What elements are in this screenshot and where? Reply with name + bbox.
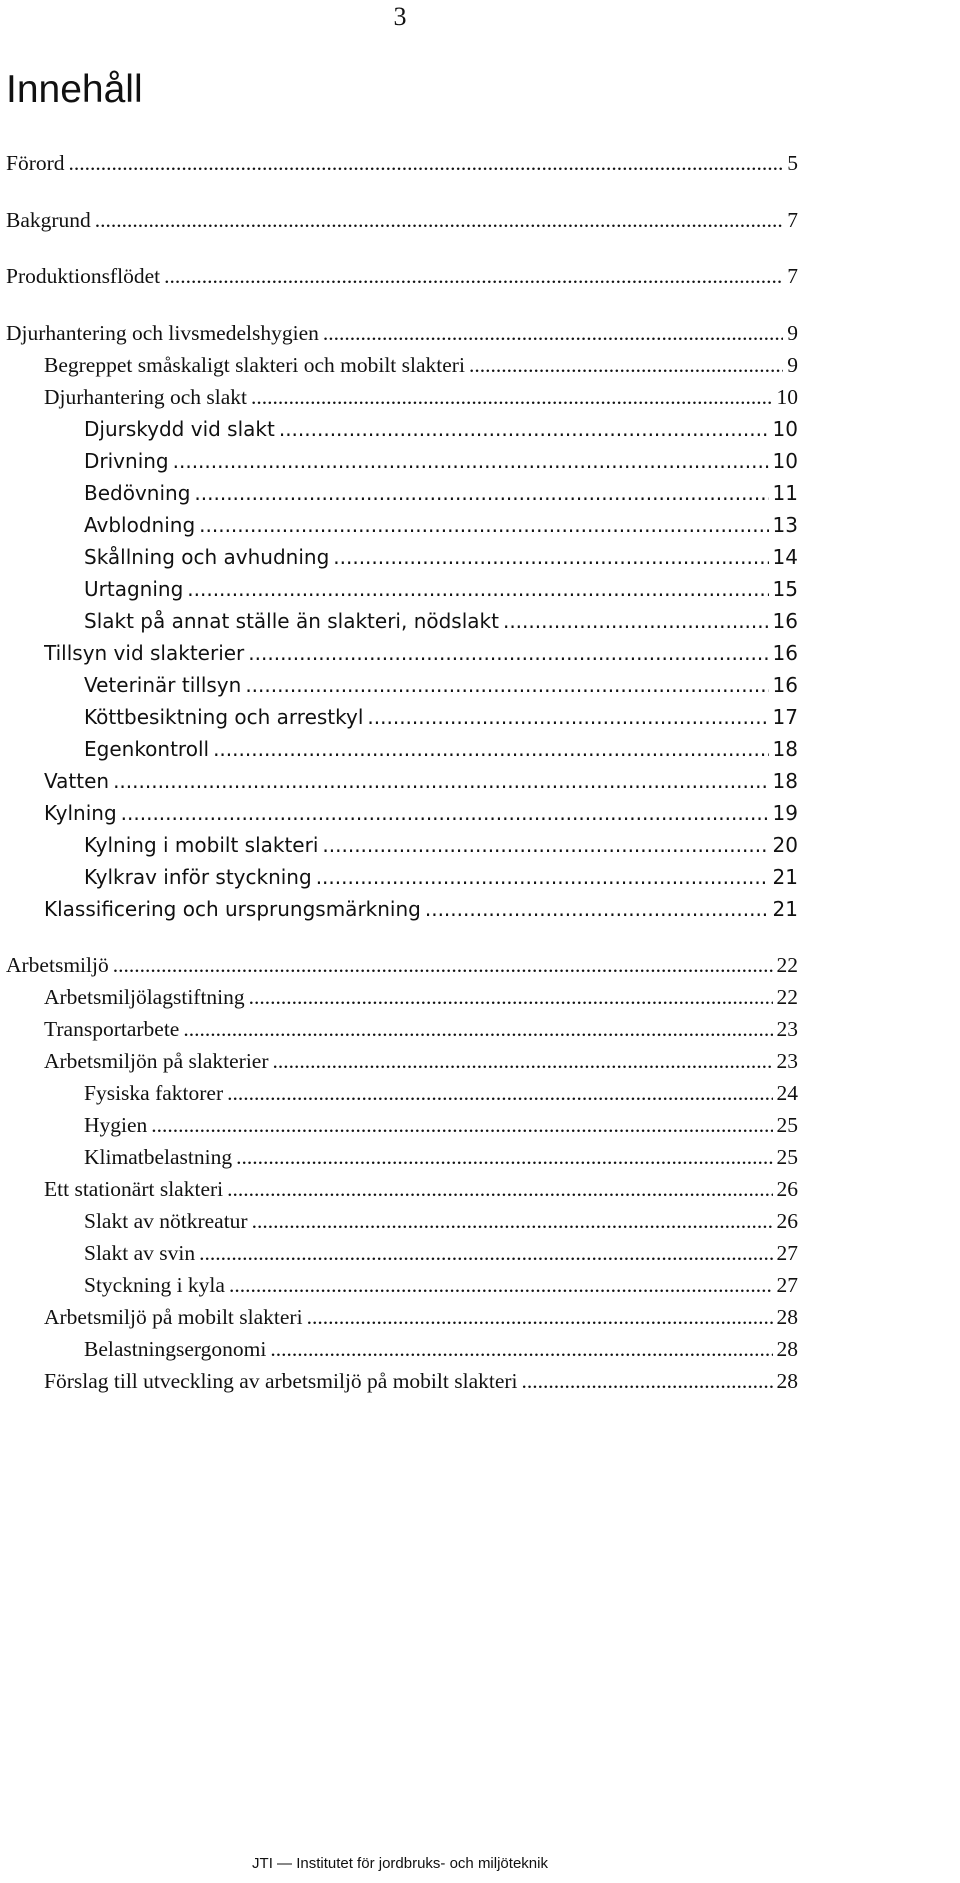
toc-entry[interactable] <box>44 982 798 1012</box>
toc-leader <box>279 414 769 444</box>
toc-entry[interactable] <box>44 766 798 796</box>
toc-leader <box>249 982 773 1012</box>
toc-entry-title: Djurhantering och slakt <box>44 385 248 409</box>
toc-entry-title: Styckning i kyla <box>84 1273 225 1297</box>
toc-entry-title: Förord <box>6 151 65 175</box>
toc-entry[interactable] <box>44 894 798 924</box>
toc-entry-page: 23 <box>776 1049 798 1073</box>
toc-entry[interactable] <box>84 606 798 636</box>
toc-leader <box>367 702 768 732</box>
toc-entry-page: 14 <box>772 545 798 569</box>
toc-leader <box>316 862 769 892</box>
toc-entry-page: 25 <box>776 1145 798 1169</box>
toc-leader <box>251 382 772 412</box>
toc-entry-page: 7 <box>787 208 798 232</box>
toc-entry[interactable] <box>44 798 798 828</box>
toc-leader <box>522 1366 773 1396</box>
toc-entry-title: Slakt av nötkreatur <box>84 1209 248 1233</box>
toc-leader <box>121 798 769 828</box>
toc-entry[interactable] <box>44 1014 798 1044</box>
toc-entry[interactable] <box>84 1206 798 1236</box>
toc-entry[interactable] <box>84 670 798 700</box>
toc-entry-title: Kylkrav inför styckning <box>84 865 312 889</box>
toc-leader <box>199 1238 772 1268</box>
toc-entry-page: 9 <box>787 321 798 345</box>
toc-entry-page: 16 <box>772 641 798 665</box>
toc-entry-page: 28 <box>776 1305 798 1329</box>
page-number: 3 <box>393 2 407 31</box>
toc-entry-title: Avblodning <box>84 513 196 537</box>
toc-entry-title: Köttbesiktning och arrestkyl <box>84 705 364 729</box>
toc-entry[interactable] <box>84 510 798 540</box>
toc-entry-title: Kylning <box>44 801 117 825</box>
toc-entry-page: 21 <box>772 897 798 921</box>
toc-leader <box>151 1110 772 1140</box>
toc-entry[interactable] <box>44 638 798 668</box>
toc-leader <box>307 1302 773 1332</box>
toc-entry-title: Produktionsflödet <box>6 264 161 288</box>
toc-entry-page: 18 <box>772 769 798 793</box>
toc-entry-page: 13 <box>772 513 798 537</box>
toc-entry[interactable] <box>84 1270 798 1300</box>
toc-entry[interactable] <box>44 350 798 380</box>
toc-entry-page: 28 <box>776 1337 798 1361</box>
toc-entry-title: Klassificering och ursprungsmärkning <box>44 897 421 921</box>
toc-entry-title: Begreppet småskaligt slakteri och mobilt slakteri <box>44 353 465 377</box>
toc-entry-page: 24 <box>776 1081 798 1105</box>
toc-entry-title: Förslag till utveckling av arbetsmiljö på mobilt slakteri <box>44 1369 518 1393</box>
toc-entry-title: Slakt av svin <box>84 1241 196 1265</box>
toc-leader <box>252 1206 773 1236</box>
toc-entry[interactable] <box>84 1110 798 1140</box>
toc-entry-title: Veterinär tillsyn <box>84 673 242 697</box>
toc-entry-page: 10 <box>772 417 798 441</box>
toc-entry[interactable] <box>84 1078 798 1108</box>
toc-entry[interactable] <box>84 830 798 860</box>
toc-entry[interactable] <box>84 574 798 604</box>
toc-leader <box>183 1014 772 1044</box>
toc-entry-title: Egenkontroll <box>84 737 210 761</box>
toc-leader <box>113 766 768 796</box>
toc-entry[interactable] <box>44 1174 798 1204</box>
toc-entry-page: 27 <box>776 1273 798 1297</box>
toc-entry-page: 19 <box>772 801 798 825</box>
toc-entry[interactable] <box>6 148 798 178</box>
toc-entry-title: Arbetsmiljö på mobilt slakteri <box>44 1305 303 1329</box>
toc-leader <box>425 894 769 924</box>
toc-leader <box>194 478 768 508</box>
toc-entry-title: Fysiska faktorer <box>84 1081 224 1105</box>
toc-entry-title: Vatten <box>44 769 110 793</box>
toc-leader <box>69 148 784 178</box>
toc-leader <box>173 446 769 476</box>
toc-entry[interactable] <box>84 1238 798 1268</box>
toc-entry-title: Bakgrund <box>6 208 91 232</box>
toc-leader <box>323 318 783 348</box>
toc-leader <box>229 1270 773 1300</box>
toc-entry-page: 26 <box>776 1177 798 1201</box>
toc-entry-page: 26 <box>776 1209 798 1233</box>
toc-entry[interactable] <box>44 1302 798 1332</box>
toc-entry[interactable] <box>6 950 798 980</box>
toc-entry[interactable] <box>6 318 798 348</box>
toc-entry-title: Urtagning <box>84 577 184 601</box>
toc-leader <box>199 510 768 540</box>
toc-entry-title: Klimatbelastning <box>84 1145 233 1169</box>
toc-entry[interactable] <box>44 1366 798 1396</box>
toc-entry[interactable] <box>44 382 798 412</box>
toc-entry[interactable] <box>84 862 798 892</box>
toc-leader <box>164 261 783 291</box>
toc-leader <box>270 1334 772 1364</box>
toc-entry[interactable] <box>84 1334 798 1364</box>
toc-entry[interactable] <box>84 446 798 476</box>
toc-entry-title: Ett stationärt slakteri <box>44 1177 224 1201</box>
page-title: Innehåll <box>6 68 143 111</box>
toc-entry-title: Tillsyn vid slakterier <box>44 641 245 665</box>
toc-leader <box>227 1078 772 1108</box>
toc-entry-page: 27 <box>776 1241 798 1265</box>
toc-entry[interactable] <box>84 478 798 508</box>
toc-entry-page: 16 <box>772 609 798 633</box>
toc-entry-page: 22 <box>776 985 798 1009</box>
toc-entry-title: Kylning i mobilt slakteri <box>84 833 319 857</box>
toc-entry[interactable] <box>6 205 798 235</box>
toc-entry-page: 25 <box>776 1113 798 1137</box>
toc-entry-page: 10 <box>772 449 798 473</box>
toc-entry-title: Arbetsmiljölagstiftning <box>44 985 245 1009</box>
toc-entry-title: Belastningsergonomi <box>84 1337 267 1361</box>
toc-entry[interactable] <box>84 702 798 732</box>
toc-entry-page: 10 <box>776 385 798 409</box>
toc-entry-page: 11 <box>772 481 798 505</box>
toc-leader <box>113 950 773 980</box>
toc-leader <box>236 1142 772 1172</box>
toc-entry-title: Drivning <box>84 449 169 473</box>
toc-entry-page: 20 <box>772 833 798 857</box>
toc-entry[interactable] <box>6 261 798 291</box>
page-footer: JTI — Institutet för jordbruks- och miljöteknik <box>252 1855 548 1872</box>
toc-entry-page: 28 <box>776 1369 798 1393</box>
toc-leader <box>227 1174 772 1204</box>
toc-leader <box>95 205 783 235</box>
toc-entry[interactable] <box>84 414 798 444</box>
toc-entry-page: 16 <box>772 673 798 697</box>
toc-entry-page: 5 <box>787 151 798 175</box>
toc-leader <box>245 670 768 700</box>
toc-entry[interactable] <box>84 734 798 764</box>
toc-entry-page: 18 <box>772 737 798 761</box>
toc-leader <box>213 734 768 764</box>
toc-entry-title: Slakt på annat ställe än slakteri, nödslakt <box>84 609 499 633</box>
toc-entry-title: Arbetsmiljö <box>6 953 109 977</box>
toc-entry-title: Transportarbete <box>44 1017 180 1041</box>
toc-leader <box>469 350 783 380</box>
toc-leader <box>503 606 769 636</box>
toc-leader <box>322 830 768 860</box>
toc-entry-title: Skållning och avhudning <box>84 545 330 569</box>
toc-entry-page: 9 <box>787 353 798 377</box>
toc-entry-page: 7 <box>787 264 798 288</box>
toc-entry-title: Arbetsmiljön på slakterier <box>44 1049 269 1073</box>
toc-entry-page: 17 <box>772 705 798 729</box>
toc-leader <box>187 574 768 604</box>
toc-entry[interactable] <box>44 1046 798 1076</box>
toc-entry-title: Hygien <box>84 1113 148 1137</box>
toc-leader <box>248 638 768 668</box>
toc-entry-title: Djurhantering och livsmedelshygien <box>6 321 319 345</box>
toc-entry-page: 15 <box>772 577 798 601</box>
toc-entry-page: 21 <box>772 865 798 889</box>
toc-leader <box>333 542 768 572</box>
toc-entry-page: 22 <box>776 953 798 977</box>
toc-entry-title: Bedövning <box>84 481 191 505</box>
toc-entry[interactable] <box>84 542 798 572</box>
toc-entry-page: 23 <box>776 1017 798 1041</box>
toc-entry[interactable] <box>84 1142 798 1172</box>
toc-leader <box>273 1046 773 1076</box>
toc-entry-title: Djurskydd vid slakt <box>84 417 275 441</box>
